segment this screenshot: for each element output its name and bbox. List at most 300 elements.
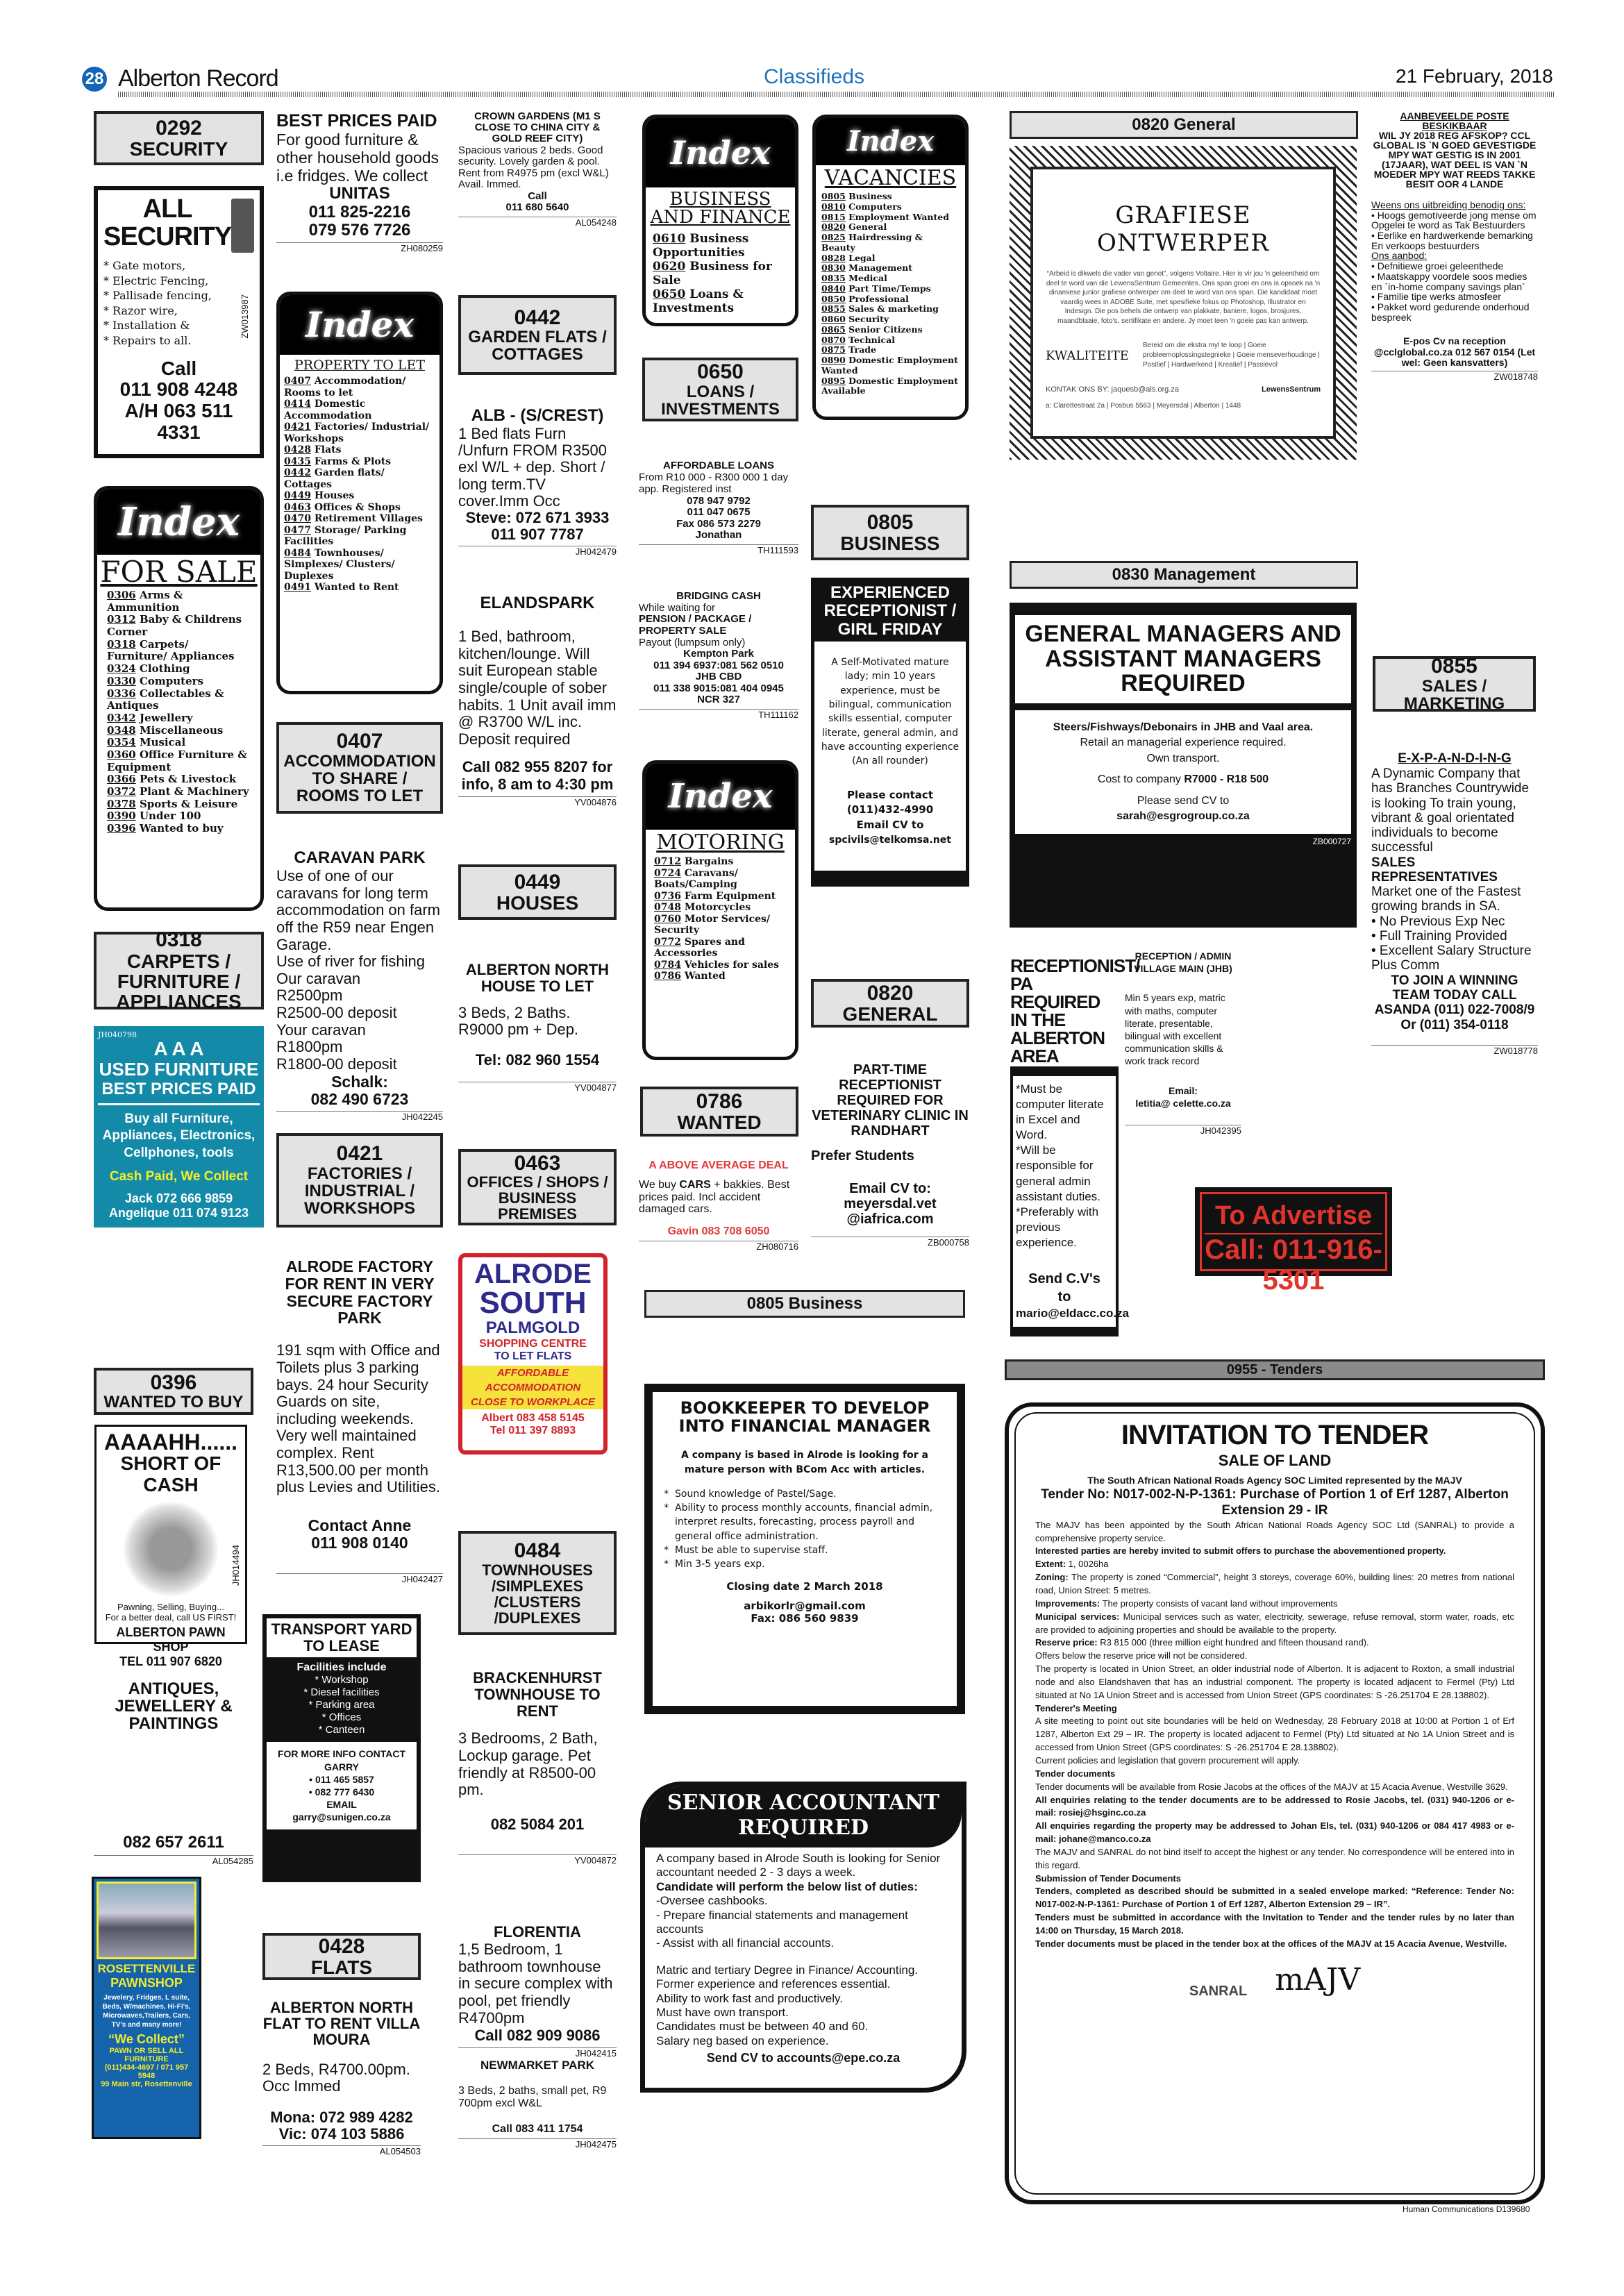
index-item: 0620 Business for Sale	[653, 260, 772, 288]
index-code: 0760	[654, 913, 681, 925]
ad-antiques-title: ANTIQUES, JEWELLERY & PAINTINGS	[115, 1679, 233, 1734]
address: a: Clarettestraat 2a | Posbus 5563 | Meyersdal | Alberton | 1448	[1046, 402, 1241, 410]
ad-ref: JH042475	[458, 2138, 617, 2150]
ad-title: USED FURNITURE	[99, 1059, 259, 1080]
ad-title: BRACKENHURST TOWNHOUSE TO RENT	[473, 1669, 602, 1720]
email-label: Email:	[1168, 1084, 1198, 1096]
phone: 011 338 9015:081 404 0945	[653, 682, 784, 694]
index-item: 0421 Factories/ Industrial/ Workshops	[284, 421, 430, 444]
phone: Tel: 082 960 1554	[475, 1050, 600, 1069]
contact: E-pos Cv na reception @cclglobal.co.za 012 567 0154 (Let wel: Geen kansvatters)	[1373, 335, 1536, 369]
list-item: Salary neg based on experience.	[656, 2034, 829, 2047]
category-title: FLATS	[310, 1956, 373, 1979]
tender-paragraph: Tenders, completed as described should be submitted in a sealed envelope marked: “Reference: Tender No: N017-002-N-P-1361: Purchase of Portion 1 of Erf 1287, Alberton Extension 29 – IR”.	[1035, 1886, 1514, 1910]
category-title: WANTED	[677, 1112, 762, 1134]
ad-body: A Dynamic Company that has Branches Countrywide is looking To train young, vibrant & goal orientated individuals to become successful	[1371, 766, 1530, 855]
index-business-finance	[642, 115, 798, 326]
ad-title: PALMGOLD	[485, 1318, 580, 1337]
list-item: *Will be responsible for general admin assistant duties.	[1016, 1143, 1100, 1203]
ad-experienced-receptionist	[811, 578, 969, 887]
ad-title: WIL JY 2018 REG AFSKOP? CCL GLOBAL IS `N GOED GEVESTIGDE MPY WAT GESTIG IS IN 2001 (17JAAR), WAT DEEL IS VAN `N MOEDER MPY WAT REEDS TAKKE BESIT OOR 4 LANDE	[1373, 130, 1537, 190]
index-code: 0820	[821, 221, 846, 233]
ad-text: TO LET FLATS	[494, 1350, 572, 1362]
email: meyersdal.vet @iafrica.com	[844, 1196, 937, 1227]
ad-pawn-shop	[94, 1425, 247, 1668]
ad-brackenhurst	[458, 1670, 617, 1866]
ad-text: We buy	[639, 1179, 680, 1191]
index-code: 0772	[654, 936, 681, 948]
ad-title: SHORT OF CASH	[120, 1452, 221, 1495]
index-code: 0342	[107, 711, 136, 724]
ad-text: Retail an managerial experience required.	[1080, 737, 1287, 749]
ad-ref: AL054503	[262, 2145, 421, 2156]
label: Municipal services:	[1035, 1611, 1120, 1622]
ad-title: SOUTH	[479, 1286, 587, 1320]
ad-alberton-north-house	[458, 962, 617, 1093]
index-item: 0477 Storage/ Parking Facilities	[284, 524, 407, 548]
index-item: 0820 General	[821, 221, 887, 233]
ad-ref: JH042395	[1125, 1125, 1241, 1136]
index-code: 0354	[107, 736, 136, 749]
category-heading-carpets	[94, 928, 264, 1013]
list-item: -Oversee cashbooks.	[656, 1894, 768, 1908]
list-item: • No Previous Exp Nec	[1371, 914, 1505, 929]
index-item: 0378 Sports & Leisure	[107, 797, 238, 810]
index-item: 0342 Jewellery	[107, 711, 193, 724]
category-code: 0650	[697, 360, 744, 384]
ncr-number: NCR 327	[697, 694, 740, 705]
phone: 082 5084 201	[490, 1815, 585, 1833]
ad-ref: ZB000727	[1312, 837, 1351, 847]
contact-name: Schalk:	[331, 1072, 388, 1091]
index-item: 0491 Wanted to Rent	[284, 582, 399, 594]
category-code: 0421	[336, 1142, 383, 1166]
tender-paragraph: A site meeting to point out site boundaries will be held on Wednesday, 28 February 2018 at 10:00 at Portion 1 of Erf 1287, Alberton Ext 29 – IR. The property is located adjacent to Fermel (Pty) Ltd situated at No 1A Union Street and is accessed from Union Street (GPS coordinates: S -26.251704 E 28.138802).	[1035, 1716, 1514, 1753]
ad-ref: TH111162	[639, 709, 798, 720]
index-item: 0435 Farms & Plots	[284, 455, 392, 467]
list-item: Your caravan	[276, 1021, 366, 1039]
label: Reserve price:	[1035, 1637, 1098, 1648]
list-item: R2500-00 deposit	[276, 1004, 397, 1021]
ad-call: Call 082 955 8207 for info, 8 am to 4:30 pm	[461, 758, 614, 793]
ad-title: ALBERTON NORTH FLAT TO RENT VILLA MOURA	[262, 1999, 421, 2049]
index-item: 0306 Arms & Ammunition	[107, 589, 183, 614]
index-banner: Index	[816, 118, 965, 165]
contact-email: KONTAK ONS BY: jaquesb@als.org.za	[1046, 385, 1179, 394]
requirements-list	[656, 1963, 951, 2048]
ad-ref: JH042427	[276, 1573, 443, 1584]
index-item: 0414 Domestic Accommodation	[284, 399, 372, 421]
index-item: 0786 Wanted	[654, 971, 726, 982]
ad-title: ELANDSPARK	[480, 594, 595, 612]
ad-body: 3 Bedrooms, 2 Bath, Lockup garage. Pet friendly at R8500-00 pm.	[458, 1729, 598, 1799]
index-code: 0855	[821, 303, 846, 315]
email-label: Email CV to	[856, 819, 924, 832]
index-code: 0470	[284, 513, 311, 525]
index-title: FOR SALE	[100, 555, 258, 589]
category-heading-garden-flats	[458, 295, 617, 375]
value: The property is zoned “Commercial”, height 3 storeys, coverage 60%, building lines: 20 metres from national road, Union Street: 5 metres.	[1035, 1572, 1514, 1595]
ad-to-advertise-banner[interactable]	[1195, 1187, 1392, 1296]
category-title: WANTED TO BUY	[103, 1393, 244, 1412]
list-item: Former experience and references essential.	[656, 1977, 891, 1991]
index-item: 0805 Business	[821, 191, 892, 201]
category-title: GARDEN FLATS / COTTAGES	[468, 328, 607, 364]
index-code: 0828	[821, 252, 846, 263]
ad-ref: Human Communications D139680	[1403, 2204, 1530, 2214]
index-item: 0463 Offices & Shops	[284, 501, 401, 513]
index-code: 0390	[107, 810, 136, 823]
ad-ref: JH042479	[458, 546, 617, 557]
list-item: • Familie tipe werks atmosfeer	[1371, 291, 1501, 303]
ad-text: Steers/Fishways/Debonairs in JHB and Vaal area.	[1053, 721, 1314, 734]
ad-call: TO JOIN A WINNING TEAM TODAY CALL ASANDA (011) 022-7008/9 Or (011) 354-0118	[1374, 973, 1535, 1032]
index-item: 0828 Legal	[821, 252, 876, 263]
section-bar-tenders: 0955 - Tenders	[1005, 1359, 1545, 1380]
value: The property consists of vacant land without improvements	[1100, 1598, 1338, 1609]
shop-name: ALBERTON PAWN SHOP	[116, 1625, 226, 1654]
list-item: • Pakket word gedurende onderhoud bespreek	[1371, 301, 1530, 323]
phone: Albert 083 458 5145	[481, 1412, 585, 1424]
category-heading-wanted	[640, 1087, 798, 1137]
ad-antiques-phone: 082 657 2611	[123, 1833, 224, 1852]
ad-expanding	[1371, 751, 1538, 1056]
ad-title: E-X-P-A-N-D-I-N-G	[1398, 751, 1512, 766]
category-title: SECURITY	[129, 138, 228, 160]
index-code: 0748	[654, 902, 681, 914]
index-item: 0890 Domestic Employment Wanted	[821, 355, 958, 376]
ad-intro: A company is based in Alrode is looking for a mature person with BCom Acc with articles.	[681, 1449, 928, 1475]
index-code: 0825	[821, 232, 846, 242]
tender-paragraph: Tender documents must be placed in the tender box at the offices of the MAJV at 15 Acacia Avenue, Westville.	[1035, 1938, 1507, 1949]
ad-title: AFFORDABLE LOANS	[663, 460, 774, 471]
index-item: 0840 Part Time/Temps	[821, 283, 931, 294]
category-title: ACCOMMODATION TO SHARE / ROOMS TO LET	[283, 751, 436, 806]
category-title: HOUSES	[496, 892, 579, 914]
index-item: 0736 Farm Equipment	[654, 890, 776, 902]
ad-rosettenville-pawnshop	[92, 1877, 201, 2139]
index-item: 0449 Houses	[284, 490, 355, 502]
ad-general-managers	[1010, 603, 1357, 928]
building-photo	[97, 1882, 196, 1959]
category-code: 0805	[867, 510, 914, 534]
index-code: 0360	[107, 748, 136, 761]
index-item: 0396 Wanted to buy	[107, 822, 224, 835]
category-title: SALES / MARKETING	[1403, 676, 1505, 713]
ad-label: Ons aanbod:	[1371, 250, 1428, 262]
phone: Vic: 074 103 5886	[278, 2125, 405, 2143]
phone: Steve: 072 671 3933	[465, 508, 610, 526]
ad-crown-gardens	[458, 111, 617, 228]
ad-highlight: “We Collect”	[108, 2032, 185, 2046]
tender-agency: The South African National Roads Agency SOC Limited represented by the MAJV	[1087, 1474, 1462, 1486]
index-code: 0865	[821, 324, 846, 335]
index-item: 0855 Sales & marketing	[821, 303, 939, 315]
list-item: * Min 3-5 years exp.	[675, 1557, 947, 1571]
list-item: Ability to work fast and productively.	[656, 1991, 843, 2005]
ad-ref: ZH080259	[276, 242, 443, 253]
tender-paragraph: Tender documents will be available from Rosie Jacobs at the offices of the MAJV at 15 Acacia Avenue, Westville 3629.	[1035, 1781, 1508, 1792]
ad-title: ROSETTENVILLE	[97, 1962, 196, 1975]
index-code: 0372	[107, 785, 136, 798]
index-item: 0830 Management	[821, 262, 913, 274]
ad-bookkeeper	[644, 1384, 965, 1714]
closing-date: Closing date 2 March 2018	[726, 1579, 883, 1593]
needs-list	[1371, 210, 1538, 251]
index-code: 0414	[284, 399, 311, 410]
index-item: 0372 Plant & Machinery	[107, 785, 249, 798]
service-item: * Repairs to all.	[103, 333, 192, 347]
ad-senior-accountant	[640, 1782, 966, 2093]
index-code: 0895	[821, 375, 846, 386]
phone: Tel 011 397 8893	[489, 1425, 576, 1436]
phone: A/H 063 511 4331	[124, 400, 233, 443]
index-item: 0772 Spares and Accessories	[654, 936, 745, 960]
ad-ref: TH111593	[639, 544, 798, 555]
email: arbikorlr@gmail.com	[744, 1599, 866, 1612]
index-code: 0650	[653, 287, 686, 302]
tender-paragraph: Offers below the reserve price will not be considered.	[1035, 1650, 1248, 1661]
category-title: CARPETS / FURNITURE / APPLIANCES	[116, 950, 242, 1013]
ad-title: AANBEVEELDE POSTE BESKIKBAAR	[1400, 110, 1509, 131]
list-item: * Parking area	[308, 1699, 375, 1711]
category-title: GENERAL	[842, 1003, 938, 1025]
ad-text: AFFORDABLE	[496, 1367, 569, 1379]
ad-text: PAWN OR SELL ALL FURNITURE	[109, 2047, 184, 2063]
requirements-list	[1016, 1082, 1113, 1250]
ad-body: 3 Beds, 2 baths, small pet, R9 700pm excl W&L	[458, 2085, 607, 2110]
index-code: 0830	[821, 262, 846, 274]
category-code: 0786	[696, 1089, 743, 1113]
category-heading-general	[811, 979, 969, 1028]
contact-name: Contact Anne	[308, 1516, 412, 1534]
label: Zoning:	[1035, 1572, 1069, 1583]
ad-ref: JH014494	[231, 1545, 241, 1586]
index-code: 0463	[284, 501, 311, 513]
index-code: 0620	[653, 260, 686, 274]
ad-highlight: Cash Paid, We Collect	[109, 1168, 249, 1184]
ad-title: BOOKKEEPER TO DEVELOP INTO FINANCIAL MANAGER	[678, 1398, 931, 1436]
index-title: BUSINESS AND FINANCE	[650, 189, 791, 228]
category-heading-flats	[262, 1933, 421, 1980]
offer-list	[1371, 261, 1538, 322]
index-code: 0378	[107, 797, 136, 810]
ad-title: EXPERIENCED RECEPTIONIST / GIRL FRIDAY	[823, 583, 957, 639]
phone: Mona: 072 989 4282	[270, 2108, 413, 2126]
send-cv: Send CV to accounts@epe.co.za	[706, 2051, 901, 2065]
category-heading-offices	[458, 1149, 617, 1225]
ad-text: SHOPPING CENTRE	[479, 1338, 587, 1350]
ad-transport-yard	[262, 1614, 421, 1882]
ad-body: For good furniture & other household goods i.e fridges. We collect	[276, 131, 440, 185]
ad-text: PENSION / PACKAGE / PROPERTY SALE	[639, 613, 752, 637]
index-property-to-let	[276, 292, 443, 694]
ad-title: ALB - (S/CREST)	[471, 406, 604, 425]
fax: Fax 086 573 2279	[676, 517, 761, 530]
phone: • 082 777 6430	[308, 1786, 375, 1798]
duties-list	[656, 1894, 951, 1951]
value: Municipal services such as water, electricity, sewerage, refuse removal, storm water, roads, etc are provided to adjoining properties and should be available to the property.	[1035, 1611, 1514, 1635]
category-title: OFFICES / SHOPS / BUSINESS PREMISES	[467, 1173, 608, 1223]
ad-elandspark	[458, 594, 617, 807]
category-code: 0484	[514, 1539, 561, 1563]
index-item: 0354 Musical	[107, 736, 186, 749]
phone: 011 394 6937:081 562 0510	[653, 659, 784, 671]
index-item: 0312 Baby & Childrens Corner	[107, 613, 242, 639]
index-item: 0748 Motorcycles	[654, 902, 751, 914]
index-item: 0650 Loans & Investments	[653, 287, 744, 316]
phone: 011 907 7787	[491, 526, 584, 544]
index-code: 0712	[654, 856, 681, 867]
index-code: 0610	[653, 232, 686, 246]
ad-body: Market one of the Fastest growing brands in SA.	[1371, 885, 1521, 914]
category-code: 0855	[1431, 655, 1477, 678]
index-code: 0442	[284, 467, 311, 479]
ad-body: 1 Bed flats Furn /Unfurn FROM R3500 exl W/L + dep. Short / long term.TV cover.Imm Occ	[458, 425, 607, 510]
phone: Call 083 411 1754	[492, 2122, 583, 2135]
requirements-list	[662, 1487, 947, 1572]
category-title: LOANS / INVESTMENTS	[661, 382, 780, 419]
ad-ccl-global	[1371, 111, 1538, 382]
email: mario@eldacc.co.za	[1016, 1307, 1130, 1321]
lewenssentrum-logo: LewensSentrum	[1262, 385, 1321, 394]
email: garry@sunigen.co.za	[292, 1811, 391, 1823]
category-code: 0407	[336, 730, 383, 753]
category-heading-sales-marketing	[1373, 656, 1536, 712]
phone: 082 490 6723	[310, 1089, 409, 1108]
section-bar-management: 0830 Management	[1010, 561, 1358, 589]
index-item: 0428 Flats	[284, 444, 342, 456]
index-code: 0435	[284, 455, 311, 467]
ad-text: Payout (lumpsum only)	[639, 637, 746, 648]
category-heading-factories	[276, 1133, 443, 1227]
section-bar-business: 0805 Business	[644, 1290, 965, 1318]
index-item: 0336 Collectables & Antiques	[107, 687, 224, 712]
index-item: 0875 Trade	[821, 344, 876, 355]
ad-ref: JH040798	[98, 1030, 137, 1039]
ad-intro: A company based in Alrode South is looking for Senior accountant needed 2 - 3 days a week.	[656, 1852, 941, 1879]
category-title: BUSINESS	[840, 533, 940, 555]
list-item: • Hoogs gemotiveerde jong mense om Opgelei te word as Tak Bestuurders	[1371, 209, 1537, 231]
index-code: 0421	[284, 421, 311, 433]
list-item: R1800-00 deposit	[276, 1055, 397, 1073]
tender-paragraph: Interested parties are hereby invited to submit offers to purchase the abovementioned property.	[1035, 1545, 1446, 1557]
ad-title: PART-TIME RECEPTIONIST REQUIRED FOR VETERINARY CLINIC IN RANDHART	[812, 1062, 969, 1139]
ad-text: ACCOMMODATION	[485, 1382, 581, 1393]
ad-ref: YV004877	[458, 1082, 617, 1093]
index-item: 0865 Senior Citizens	[821, 324, 923, 335]
ad-title: RECEPTIONIST/ PA REQUIRED IN THE ALBERTON AREA	[1010, 955, 1140, 1066]
index-item: 0442 Garden flats/ Cottages	[284, 467, 385, 490]
tender-subtitle: SALE OF LAND	[1218, 1452, 1332, 1469]
list-item: * Ability to process monthly accounts, financial admin, interpret results, forecasting, process payroll and general office administration.	[675, 1501, 947, 1543]
email: spcivils@telkomsa.net	[829, 834, 951, 846]
qualities-list: Bereid om die ekstra myl te loop | Goeie probleemoplossingstegnieke | Goeie menseverhoudinge | Positief | Hardwerkend | Kreatief | Passievol	[1143, 342, 1320, 369]
phone: 011 908 4248	[119, 378, 238, 401]
ad-text: While waiting for	[639, 602, 716, 614]
ad-florentia	[458, 1923, 617, 2059]
index-code: 0840	[821, 283, 846, 294]
ad-title: ALBERTON NORTH HOUSE TO LET	[465, 961, 610, 995]
ad-body: Jewelery, Fridges, L suite, Beds, W/machines, Hi-Fi's, Microwaves,Trailers, Cars, TV's and many more!	[102, 1994, 191, 2029]
index-item: 0815 Employment Wanted	[821, 211, 949, 222]
label: Extent:	[1035, 1559, 1066, 1570]
category-heading-loans	[642, 358, 798, 421]
index-title: MOTORING	[656, 830, 785, 855]
list-item: - Prepare financial statements and management accounts	[656, 1908, 908, 1936]
ad-title: CARAVAN PARK	[294, 848, 426, 867]
ad-ref: ZB000758	[811, 1237, 969, 1248]
ad-title: GRAFIESE ONTWERPER	[1097, 201, 1269, 257]
section-bar-general: 0820 General	[1010, 111, 1358, 139]
location: JHB CBD	[695, 671, 742, 682]
category-code: 0428	[318, 1934, 365, 1958]
service-item: * Razor wire,	[103, 303, 178, 317]
index-code: 0835	[821, 273, 846, 283]
contact-label: Please contact	[847, 788, 933, 801]
ad-all-security	[94, 186, 264, 458]
ad-body: “Arbeid is dikwels die vader van genot”, volgens Voltaire. Hier is vir jou 'n geleentheid om deel te word van die LewensSentrum Gemeentes. Ons span groei en ons is opsoek na 'n dinamiese junior grafiese ontwerper om deel te word van ons span. Die kandidaat moet vaardig wees in ADOBE Suite, met spesifieke fokus op Photoshop, Illustrator en Indesign. Die pos behels die ontwerp van plakkate, baniere, logos, brosjures, maandblaaie, foto's, sertifikate en andere. Jy moet teen 'n goeie pas kan antwerp.	[1046, 270, 1321, 325]
contact-name: Jonathan	[695, 529, 742, 541]
index-code: 0805	[821, 191, 846, 201]
category-heading-security	[94, 111, 264, 165]
phone: (011)434-4697 / 071 957 5948	[104, 2063, 189, 2080]
index-banner: Index	[97, 489, 260, 555]
list-item: *Preferably with previous experience.	[1016, 1205, 1099, 1249]
ad-grafiese-ontwerper	[1010, 146, 1357, 460]
list-item: * Must be able to supervise staff.	[675, 1543, 947, 1557]
phone: • 011 465 5857	[309, 1773, 374, 1785]
index-title: PROPERTY TO LET	[294, 358, 425, 373]
index-vacancies	[812, 115, 969, 420]
page-number-badge: 28	[82, 67, 107, 92]
ad-ref: ZW018748	[1371, 371, 1538, 382]
category-title: TOWNHOUSES /SIMPLEXES /CLUSTERS /DUPLEXES	[482, 1561, 593, 1627]
index-item: 0895 Domestic Employment Available	[821, 375, 958, 396]
tender-paragraph: Tenders must be submitted in accordance with the Invitation to Tender and the tender rules by no later than 14:00 on Thursday, 15 March 2018.	[1035, 1912, 1514, 1936]
index-code: 0860	[821, 314, 846, 324]
phone: 078 947 9792	[687, 494, 751, 507]
ad-text: CLOSE TO WORKPLACE	[471, 1396, 595, 1408]
phone: 079 576 7726	[308, 221, 411, 240]
list-item: Use of river for fishing	[276, 953, 425, 971]
index-item: 0724 Caravans/ Boats/Camping	[654, 867, 738, 891]
index-banner: Index	[280, 295, 440, 355]
tender-paragraph: The property is located in Union Street, an older industrial node of Alberton. It is adjacent to Roxton, a small industrial node and also Elandshaven that has an industrial component. The property is located adjacent to Fermel (Pty) Ltd situated at No 1A Union Street and is accessed from Union Street (GPS coordinates: S -26.251704 E 28.138802).	[1035, 1664, 1514, 1700]
ad-body	[276, 868, 443, 1073]
phone: Angelique 011 074 9123	[108, 1205, 249, 1220]
index-item: 0870 Technical	[821, 334, 895, 345]
ad-text: For a better deal, call US FIRST!	[105, 1611, 237, 1623]
ad-text: Please send CV to	[1137, 794, 1230, 807]
phone: Call 082 909 9086	[474, 2027, 601, 2045]
ad-text: CARS	[679, 1179, 711, 1191]
ad-body: 3 Beds, 2 Baths. R9000 pm + Dep.	[458, 1003, 579, 1039]
index-code: 0736	[654, 890, 681, 902]
service-item: * Electric Fencing,	[103, 274, 209, 287]
ad-reception-admin	[1125, 950, 1241, 1136]
ad-aaa-used-furniture	[94, 1026, 264, 1227]
index-code: 0784	[654, 959, 681, 971]
ad-title: SENIOR ACCOUNTANT REQUIRED	[645, 1786, 962, 1847]
tender-paragraph: All enquiries regarding the property may be addressed to Johan Els, tel. (031) 940-1206 or 084 417 4983 or e-mail: johane@manco.co.za	[1035, 1820, 1514, 1845]
ad-title: BRIDGING CASH	[676, 590, 761, 602]
index-code: 0850	[821, 293, 846, 304]
advertise-phone: Call: 011-916-5301	[1205, 1234, 1382, 1296]
list-item: • Maatskappy voordele soos medies en `in-home company savings plan`	[1371, 270, 1527, 292]
ad-ref: ZH080716	[639, 1241, 798, 1252]
section-title: Classifieds	[764, 65, 865, 88]
